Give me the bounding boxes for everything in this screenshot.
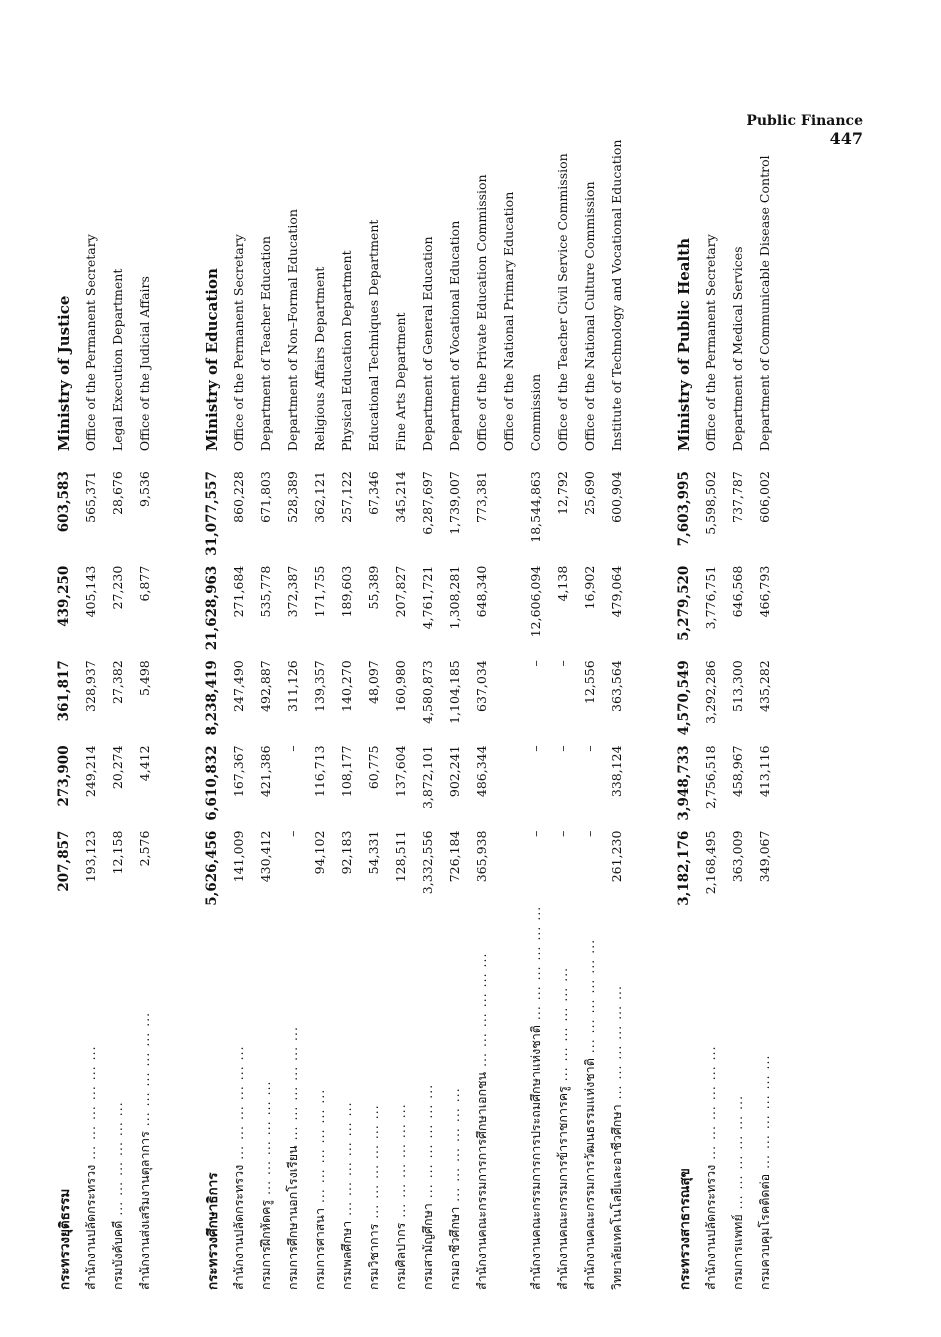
value-cell: 535,778 — [258, 565, 273, 618]
english-label: Office of the Private Education Commission — [474, 174, 489, 452]
value-cell: – — [555, 660, 570, 667]
value-cell: 458,967 — [730, 745, 745, 798]
value-cell: 160,980 — [393, 660, 408, 712]
spacer-row — [630, 140, 670, 1300]
ministry-row — [670, 140, 697, 1300]
table-row — [522, 140, 549, 1300]
table-row — [549, 140, 576, 1300]
spacer-row — [158, 140, 198, 1300]
value-cell: 479,064 — [609, 565, 624, 618]
value-cell: 4,761,721 — [420, 565, 435, 630]
value-cell — [158, 650, 198, 735]
value-cell: 12,158 — [110, 830, 125, 875]
thai-label: กรมสามัญศึกษา ... . — [414, 906, 441, 1300]
value-cell: 21,628,963 — [203, 565, 220, 651]
value-cell: 466,793 — [757, 565, 772, 618]
value-cell: – — [528, 830, 543, 837]
thai-label: กรมศิลปากร ... . — [387, 906, 414, 1300]
page-number: 447 — [829, 129, 863, 148]
table-row — [333, 140, 360, 1300]
budget-table — [50, 140, 778, 1300]
value-cell: 600,904 — [609, 471, 624, 523]
thai-label: สำนักงานคณะกรรมการข้าราชการครู ... . — [549, 906, 576, 1300]
value-cell: 637,034 — [474, 660, 489, 712]
value-cell: 54,331 — [366, 830, 381, 875]
value-cell: 726,184 — [447, 830, 462, 883]
value-cell: 31,077,557 — [203, 471, 220, 556]
value-cell: 27,382 — [110, 660, 125, 704]
value-cell: 363,009 — [730, 830, 745, 883]
value-cell: 207,827 — [393, 565, 408, 618]
value-cell: 3,332,556 — [420, 830, 435, 895]
value-cell: 513,300 — [730, 660, 745, 712]
table-row — [360, 140, 387, 1300]
english-label — [630, 140, 670, 462]
value-cell: 257,122 — [339, 471, 354, 523]
value-cell: 737,787 — [730, 471, 745, 523]
value-cell: 12,556 — [582, 660, 597, 704]
value-cell: 362,121 — [312, 471, 327, 523]
rotated-table-area — [50, 140, 890, 1300]
english-label: Office of the National Primary Education — [501, 191, 516, 452]
value-cell: 528,389 — [285, 471, 300, 523]
table-row — [306, 140, 333, 1300]
value-cell: 1,308,281 — [447, 565, 462, 630]
value-cell — [630, 821, 670, 906]
value-cell: 372,387 — [285, 565, 300, 618]
thai-label: กรมการศาสนา ... . — [306, 906, 333, 1300]
value-cell: 8,238,419 — [203, 660, 220, 736]
value-cell: 139,357 — [312, 660, 327, 712]
value-cell — [158, 461, 198, 556]
value-cell: 4,580,873 — [420, 660, 435, 724]
thai-label: กรมการฝึกหัดครู ... . — [252, 906, 279, 1300]
table-row — [387, 140, 414, 1300]
thai-label: กรมควบคุมโรคติดต่อ ... . — [751, 906, 778, 1300]
value-cell: – — [555, 745, 570, 752]
table-body — [50, 140, 778, 1300]
value-cell: 7,603,995 — [675, 471, 692, 547]
thai-label: กรมอาชีวศึกษา ... . — [441, 906, 468, 1300]
value-cell: 646,568 — [730, 565, 745, 618]
value-cell: 5,279,520 — [675, 565, 692, 641]
thai-label: สำนักงานคณะกรรมการการประถมศึกษาแห่งชาติ ... . — [522, 906, 549, 1300]
value-cell: 671,803 — [258, 471, 273, 523]
english-label: Department of Medical Services — [730, 246, 745, 452]
table-row — [104, 140, 131, 1300]
english-label: Office of the National Culture Commission — [582, 181, 597, 452]
value-cell: 2,168,495 — [703, 830, 718, 895]
value-cell — [630, 650, 670, 735]
value-cell: 773,381 — [474, 471, 489, 523]
value-cell: 565,371 — [83, 471, 98, 523]
english-label: Department of Non–Formal Education — [285, 209, 300, 452]
table-row — [751, 140, 778, 1300]
thai-label — [630, 906, 670, 1300]
value-cell: 345,214 — [393, 471, 408, 523]
value-cell: 2,576 — [137, 830, 152, 867]
value-cell: 67,346 — [366, 471, 381, 515]
thai-label — [158, 906, 198, 1300]
value-cell: 137,604 — [393, 745, 408, 798]
value-cell: – — [285, 830, 300, 837]
value-cell: 128,511 — [393, 830, 408, 883]
english-label: Office of the Teacher Civil Service Commission — [555, 153, 570, 452]
english-label: Ministry of Public Health — [674, 237, 693, 452]
value-cell — [495, 821, 522, 906]
thai-label: กระทรวงศึกษาธิการ — [204, 1172, 221, 1290]
thai-label: สำนักงานส่งเสริมงานตุลาการ ... . — [131, 906, 158, 1300]
value-cell: 435,282 — [757, 660, 772, 712]
value-cell: 6,877 — [137, 565, 152, 602]
value-cell: 20,274 — [110, 745, 125, 790]
value-cell: 140,270 — [339, 660, 354, 712]
thai-label: กระทรวงยุติธรรม — [56, 1188, 73, 1290]
value-cell: 311,126 — [285, 660, 300, 712]
value-cell: 249,214 — [83, 745, 98, 798]
value-cell: 48,097 — [366, 660, 381, 704]
value-cell: – — [285, 745, 300, 752]
value-cell: 648,340 — [474, 565, 489, 618]
thai-label: สำนักงานปลัดกระทรวง ... . — [697, 906, 724, 1300]
thai-label: กรมการแพทย์ ... . — [724, 906, 751, 1300]
value-cell: 171,755 — [312, 565, 327, 618]
table-row — [724, 140, 751, 1300]
table-row — [77, 140, 104, 1300]
english-label: Department of Vocational Education — [447, 220, 462, 452]
value-cell: 349,067 — [757, 830, 772, 883]
value-cell — [495, 650, 522, 735]
table-row — [697, 140, 724, 1300]
thai-label: กรมการศึกษานอกโรงเรียน ... . — [279, 906, 306, 1300]
thai-label: กรมพลศึกษา ... . — [333, 906, 360, 1300]
header-title: Public Finance — [746, 113, 863, 129]
english-label: Educational Techniques Department — [366, 219, 381, 452]
value-cell: 4,138 — [555, 565, 570, 602]
value-cell: 430,412 — [258, 830, 273, 883]
value-cell: – — [582, 830, 597, 837]
value-cell: 1,104,185 — [447, 660, 462, 724]
table-row — [495, 140, 522, 1300]
value-cell: 18,544,863 — [528, 471, 543, 543]
value-cell: 12,792 — [555, 471, 570, 515]
value-cell: 92,183 — [339, 830, 354, 875]
value-cell: 9,536 — [137, 471, 152, 507]
value-cell — [158, 821, 198, 906]
table-row — [468, 140, 495, 1300]
thai-label: สำนักงานคณะกรรมการการศึกษาเอกชน ... . — [468, 906, 495, 1300]
thai-label: สำนักงานคณะกรรมการวัฒนธรรมแห่งชาติ ... . — [576, 906, 603, 1300]
value-cell: 60,775 — [366, 745, 381, 790]
value-cell: 4,570,549 — [675, 660, 692, 736]
value-cell — [495, 735, 522, 820]
thai-label: สำนักงานปลัดกระทรวง ... . — [77, 906, 104, 1300]
english-label: Ministry of Justice — [54, 295, 73, 452]
value-cell: 3,776,751 — [703, 565, 718, 630]
value-cell: 361,817 — [55, 660, 72, 722]
value-cell: 5,598,502 — [703, 471, 718, 535]
value-cell: 271,684 — [231, 565, 246, 618]
english-label — [158, 140, 198, 462]
value-cell — [630, 556, 670, 651]
value-cell: – — [555, 830, 570, 837]
table-row — [576, 140, 603, 1300]
thai-label: กระทรวงสาธารณสุข — [676, 1168, 693, 1290]
value-cell: 6,287,697 — [420, 471, 435, 535]
value-cell: 902,241 — [447, 745, 462, 798]
value-cell: 365,938 — [474, 830, 489, 883]
english-label: Office of the Permanent Secretary — [83, 234, 98, 452]
value-cell: 247,490 — [231, 660, 246, 712]
english-label: Institute of Technology and Vocational Education — [609, 139, 624, 452]
value-cell: 28,676 — [110, 471, 125, 515]
value-cell: 328,937 — [83, 660, 98, 712]
value-cell: 486,344 — [474, 745, 489, 798]
value-cell: 405,143 — [83, 565, 98, 618]
value-cell: 439,250 — [55, 565, 72, 627]
value-cell: 2,756,518 — [703, 745, 718, 810]
english-label: Commission — [528, 373, 543, 452]
value-cell: 5,498 — [137, 660, 152, 697]
table-row — [414, 140, 441, 1300]
value-cell — [158, 556, 198, 651]
value-cell: 5,626,456 — [203, 830, 220, 906]
table-row — [252, 140, 279, 1300]
value-cell — [158, 735, 198, 820]
thai-label: กรมวิชาการ ... . — [360, 906, 387, 1300]
value-cell: 273,900 — [55, 745, 72, 807]
english-label: Department of General Education — [420, 236, 435, 452]
value-cell: 860,228 — [231, 471, 246, 523]
value-cell: 207,857 — [55, 830, 72, 892]
value-cell: 261,230 — [609, 830, 624, 883]
english-label: Legal Execution Department — [110, 268, 125, 452]
english-label: Religious Affairs Department — [312, 266, 327, 452]
english-label: Department of Communicable Disease Control — [757, 155, 772, 452]
thai-label: สำนักงานปลัดกระทรวง ... . — [225, 906, 252, 1300]
value-cell: 167,367 — [231, 745, 246, 798]
table-row — [441, 140, 468, 1300]
english-label: Office of the Permanent Secretary — [703, 234, 718, 452]
table-row — [279, 140, 306, 1300]
value-cell: 3,948,733 — [675, 745, 692, 821]
table-row — [225, 140, 252, 1300]
value-cell: 193,123 — [83, 830, 98, 883]
value-cell: 338,124 — [609, 745, 624, 798]
english-label: Physical Education Department — [339, 250, 354, 452]
value-cell: 4,412 — [137, 745, 152, 782]
value-cell: 6,610,832 — [203, 745, 220, 821]
value-cell: 1,739,007 — [447, 471, 462, 535]
value-cell: – — [528, 660, 543, 667]
value-cell: 189,603 — [339, 565, 354, 618]
value-cell: 94,102 — [312, 830, 327, 875]
english-label: Department of Teacher Education — [258, 236, 273, 452]
value-cell: 16,902 — [582, 565, 597, 610]
value-cell: 492,887 — [258, 660, 273, 712]
ministry-row — [198, 140, 225, 1300]
value-cell — [630, 735, 670, 820]
value-cell — [495, 461, 522, 556]
value-cell: 108,177 — [339, 745, 354, 798]
thai-label — [495, 906, 522, 1300]
english-label: Fine Arts Department — [393, 312, 408, 452]
value-cell: 55,389 — [366, 565, 381, 610]
value-cell: 27,230 — [110, 565, 125, 610]
value-cell: 12,606,094 — [528, 565, 543, 638]
value-cell: 3,182,176 — [675, 830, 692, 906]
english-label: Ministry of Education — [202, 268, 221, 452]
value-cell: 421,386 — [258, 745, 273, 798]
value-cell: 3,292,286 — [703, 660, 718, 724]
value-cell: 606,002 — [757, 471, 772, 523]
value-cell: – — [528, 745, 543, 752]
value-cell: 25,690 — [582, 471, 597, 515]
table-row — [131, 140, 158, 1300]
value-cell — [495, 556, 522, 651]
thai-label: วิทยาลัยเทคโนโลยีและอาชีวศึกษา ... . — [603, 906, 630, 1300]
value-cell: 413,116 — [757, 745, 772, 798]
value-cell: 603,583 — [55, 471, 72, 533]
value-cell: – — [582, 745, 597, 752]
ministry-row — [50, 140, 77, 1300]
value-cell — [630, 461, 670, 556]
value-cell: 3,872,101 — [420, 745, 435, 810]
english-label: Office of the Permanent Secretary — [231, 234, 246, 452]
value-cell: 363,564 — [609, 660, 624, 712]
table-row — [603, 140, 630, 1300]
value-cell: 141,009 — [231, 830, 246, 883]
thai-label: กรมบังคับคดี ... . — [104, 906, 131, 1300]
value-cell: 116,713 — [312, 745, 327, 798]
english-label: Office of the Judicial Affairs — [137, 276, 152, 452]
